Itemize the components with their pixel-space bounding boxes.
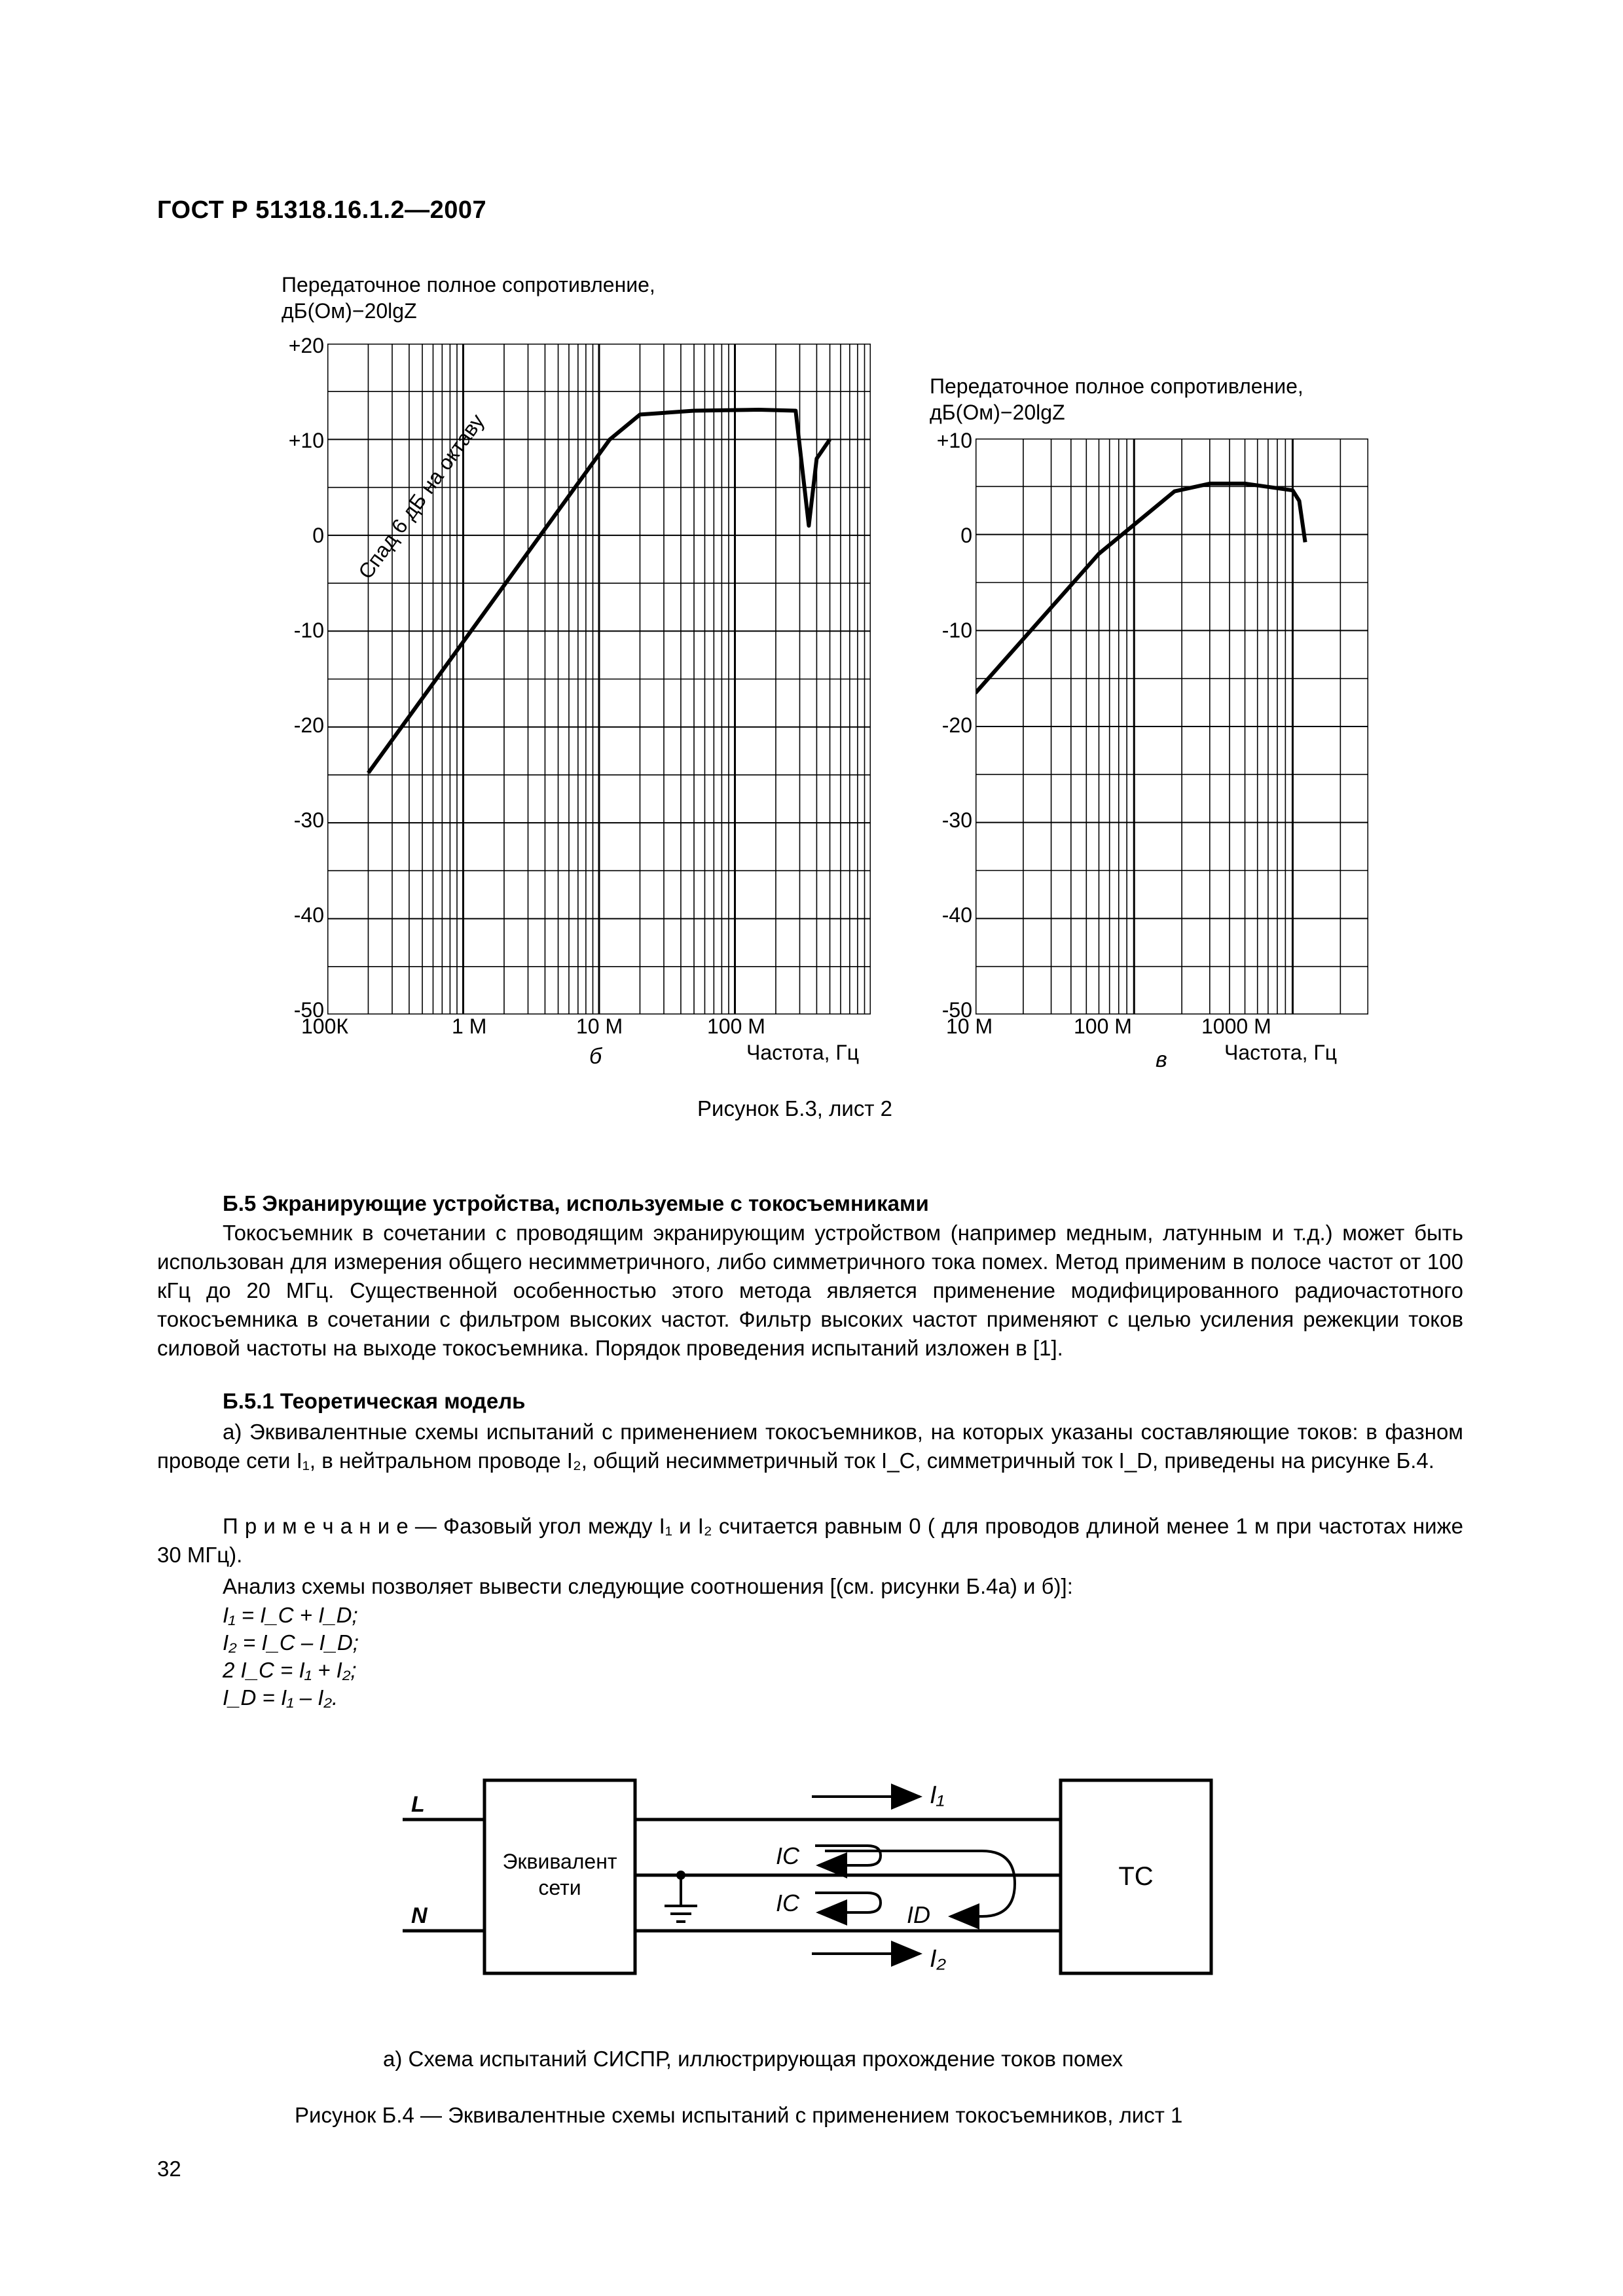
equation-2: I₂ = I_C – I_D;: [223, 1630, 359, 1655]
label-i2: I₂: [930, 1945, 947, 1973]
current-ic-lower-loop: [815, 1893, 881, 1912]
section-b5-paragraph: Токосъемник в сочетании с проводящим экранирующим устройством (например медным, латунным и т.д.) может быть использован для измерения общего несимметричного, либо симметричного тока помех. Метод применим в полосе частот от 100 кГц до 20 МГц. Существенной особенностью этого метода является применение модифицированного радиочастотного токосъемника в сочетании с фильтром высоких частот. Фильтр высоких частот применяют с целью усиления режекции токов силовой частоты на выходе токосъемника. Порядок проведения испытаний изложен в [1].: [157, 1221, 1463, 1360]
chart2-ytick: -30: [941, 808, 972, 832]
chart2-xtick: 10 М: [946, 1014, 993, 1038]
label-N: N: [411, 1903, 428, 1928]
chart1-xtick: 1 М: [452, 1014, 487, 1038]
chart2-xtick: 100 М: [1074, 1014, 1132, 1038]
note-text: Фазовый угол между I₁ и I₂ считается равным 0 ( для проводов длиной менее 1 м при частотах ниже 30 МГц).: [157, 1514, 1464, 1567]
note-label: П р и м е ч а н и е —: [223, 1514, 437, 1538]
chart1-ytick: +20: [288, 334, 324, 357]
chart1-ytick: -10: [293, 619, 324, 642]
chart1-xtick: 100К: [301, 1014, 349, 1038]
section-b51-item-a: а) Эквивалентные схемы испытаний с применением токосъемников, на которых указаны составляющие токов: в фазном проводе сети I₁, в нейтральном проводе I₂, общий несимметричный ток I_C, симметричный ток I_D, приведены на рисунке Б.4.: [157, 1420, 1463, 1473]
chart2-xaxis-title: Частота, Гц: [1224, 1041, 1338, 1064]
equipment-under-test-label: ТС: [1118, 1862, 1154, 1891]
chart1-panel-letter: б: [589, 1044, 602, 1069]
chart2-ytick: 0: [960, 524, 972, 547]
equation-3: 2 I_C = I₁ + I₂;: [223, 1658, 357, 1682]
circuit-diagram: [393, 1734, 1244, 2016]
chart2-grid: [976, 439, 1368, 1014]
chart2-ytick: -50: [941, 998, 972, 1022]
chart2-ytick: -10: [941, 619, 972, 642]
label-L: L: [411, 1792, 425, 1817]
label-i1: I₁: [930, 1782, 945, 1809]
equation-4: I_D = I₁ – I₂.: [223, 1685, 338, 1710]
chart1-ytick: -40: [293, 903, 324, 927]
chart2-ylabel-line1: Передаточное полное сопротивление,: [930, 374, 1304, 398]
chart1-ytick: +10: [288, 429, 324, 452]
chart1-ytick: -20: [293, 713, 324, 737]
chart1-ytick: -50: [293, 998, 324, 1022]
chart1-ylabel-line1: Передаточное полное сопротивление,: [282, 273, 655, 296]
chart1-ytick: 0: [312, 524, 324, 547]
chart2-ytick: +10: [936, 429, 972, 452]
chart2-ylabel-line2: дБ(Ом)−20lgZ: [930, 401, 1065, 424]
section-b51-heading: Б.5.1 Теоретическая модель: [223, 1389, 526, 1413]
chart1-xtick: 10 М: [576, 1014, 623, 1038]
section-b51-note: [157, 1512, 1463, 1570]
label-id: ID: [907, 1901, 930, 1928]
figure-b4-caption: Рисунок Б.4 — Эквивалентные схемы испытаний с применением токосъемников, лист 1: [295, 2103, 1183, 2127]
chart2-xtick: 1000 М: [1201, 1014, 1271, 1038]
chart2-series-line: [976, 484, 1305, 693]
current-ic-upper-loop: [815, 1846, 881, 1865]
chart2-plot: [976, 439, 1368, 1014]
chart2-ytick: -40: [941, 903, 972, 927]
chart2-ytick: -20: [941, 713, 972, 737]
equation-1: I₁ = I_C + I_D;: [223, 1603, 358, 1627]
chart1-xaxis-title: Частота, Гц: [746, 1041, 860, 1064]
section-b5-heading: Б.5 Экранирующие устройства, используемые с токосъемниками: [223, 1191, 929, 1215]
chart1-xtick: 100 М: [707, 1014, 765, 1038]
label-ic-upper: IC: [776, 1842, 799, 1869]
chart1-plot: [327, 344, 871, 1014]
page-number: 32: [157, 2157, 181, 2181]
chart1-slope-annotation: Спад 6 дБ на октаву: [354, 409, 489, 584]
equivalent-network-label-1: Эквивалент: [502, 1850, 617, 1873]
document-header: ГОСТ Р 51318.16.1.2—2007: [157, 196, 487, 224]
figure-b3-caption: Рисунок Б.3, лист 2: [697, 1096, 892, 1121]
chart1-ylabel-line2: дБ(Ом)−20lgZ: [282, 299, 417, 323]
chart1-grid: [327, 344, 871, 1014]
label-ic-lower: IC: [776, 1890, 799, 1916]
chart2-panel-letter: в: [1156, 1047, 1167, 1072]
equivalent-network-label-2: сети: [538, 1876, 581, 1899]
chart1-ytick: -30: [293, 808, 324, 832]
figure-b4-subcaption: а) Схема испытаний СИСПР, иллюстрирующая прохождение токов помех: [383, 2047, 1123, 2071]
section-b51-analysis: Анализ схемы позволяет вывести следующие соотношения [(см. рисунки Б.4а) и б)]:: [223, 1574, 1073, 1598]
